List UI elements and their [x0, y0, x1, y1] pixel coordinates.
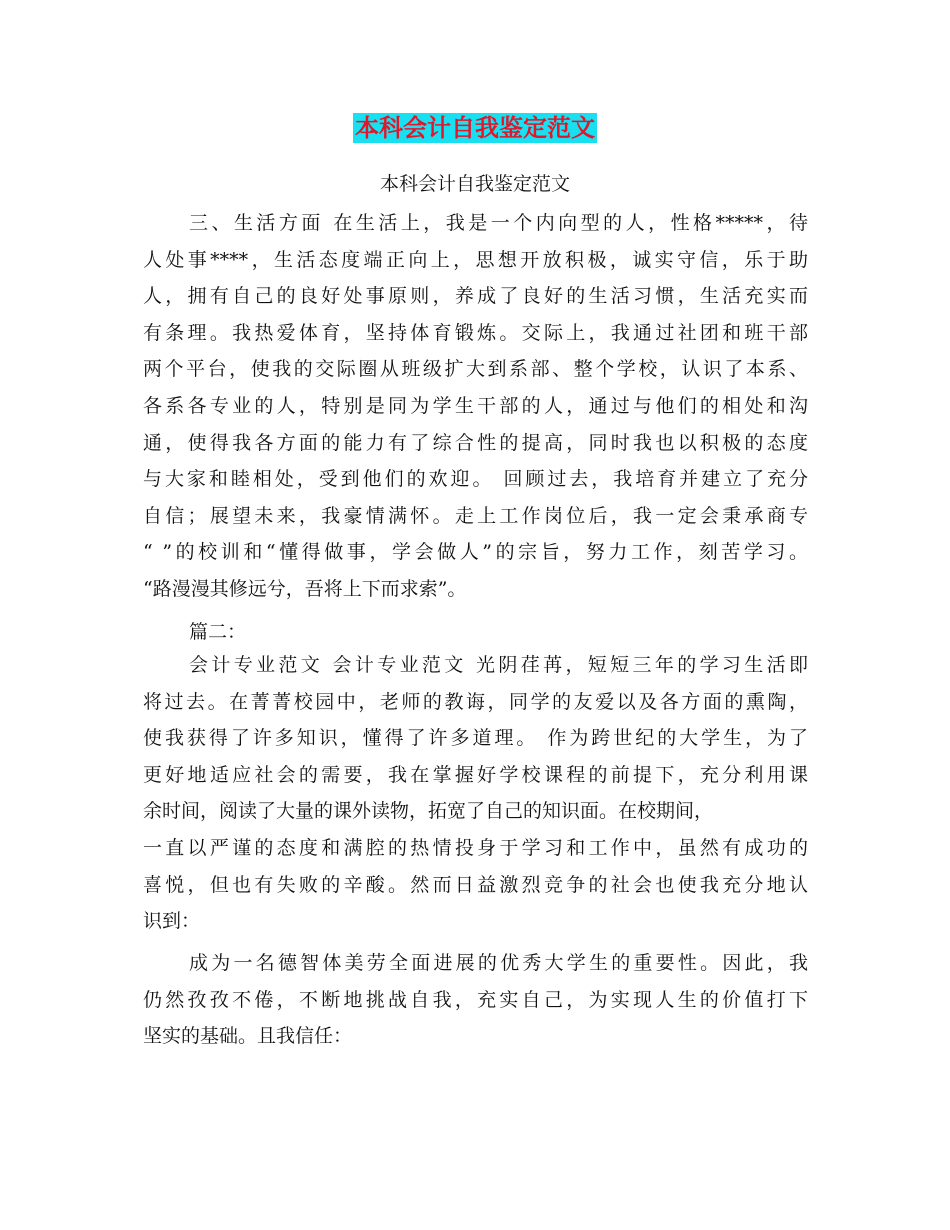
text-line: 各系各专业的人，特别是同为学生干部的人，通过与他们的相处和沟	[143, 394, 808, 417]
text-line: 三、生活方面 在生活上，我是一个内向型的人，性格*****，待	[189, 212, 808, 234]
text-line: 将过去。在菁菁校园中，老师的教诲，同学的友爱以及各方面的熏陶，	[143, 690, 808, 713]
text-line: 喜悦，但也有失败的辛酸。然而日益激烈竞争的社会也使我充分地认	[143, 873, 808, 896]
paragraph-life	[143, 205, 808, 608]
text-line: 有条理。我热爱体育，坚持体育锻炼。交际上，我通过社团和班干部	[143, 321, 808, 344]
text-line: 人，拥有自己的良好处事原则，养成了良好的生活习惯，生活充实而	[143, 285, 808, 308]
paragraph-accounting	[143, 647, 808, 940]
text-line: “ ”的校训和“懂得做事，学会做人”的宗旨，努力工作，刻苦学习。	[143, 541, 808, 564]
section-heading: 篇二：	[189, 621, 247, 643]
text-line: 坚实的基础。且我信任：	[143, 1025, 353, 1048]
text-line: 更好地适应社会的需要，我在掌握好学校课程的前提下，充分利用课	[143, 763, 808, 786]
text-line: 仍然孜孜不倦，不断地挑战自我，充实自己，为实现人生的价值打下	[143, 988, 808, 1011]
text-line: 使我获得了许多知识，懂得了许多道理。 作为跨世纪的大学生，为了	[143, 727, 808, 750]
text-line: 会计专业范文 会计专业范文 光阴荏苒，短短三年的学习生活即	[189, 654, 808, 676]
text-line: 两个平台，使我的交际圈从班级扩大到系部、整个学校，认识了本系、	[143, 358, 808, 381]
document-title: 本科会计自我鉴定范文	[355, 114, 595, 142]
text-line: 余时间，阅读了大量的课外读物，拓宽了自己的知识面。在校期间，	[143, 800, 714, 823]
document-subtitle: 本科会计自我鉴定范文	[379, 173, 570, 195]
text-line: 自信；展望未来，我豪情满怀。走上工作岗位后，我一定会秉承商专	[143, 504, 808, 527]
text-line: 人处事****，生活态度端正向上，思想开放积极，诚实守信，乐于助	[143, 248, 808, 271]
text-line: 一直以严谨的态度和满腔的热情投身于学习和工作中，虽然有成功的	[143, 836, 808, 859]
text-line: “路漫漫其修远兮，吾将上下而求索”。	[143, 577, 467, 600]
title-container	[0, 113, 950, 143]
text-line: 识到：	[143, 910, 201, 933]
section-heading-part-two	[143, 614, 808, 651]
text-line: 成为一名德智体美劳全面进展的优秀大学生的重要性。因此，我	[189, 952, 808, 974]
text-line: 通，使得我各方面的能力有了综合性的提高，同时我也以积极的态度	[143, 431, 808, 454]
text-line: 与大家和睦相处，受到他们的欢迎。 回顾过去，我培育并建立了充分	[143, 468, 808, 491]
paragraph-conclusion	[143, 945, 808, 1055]
